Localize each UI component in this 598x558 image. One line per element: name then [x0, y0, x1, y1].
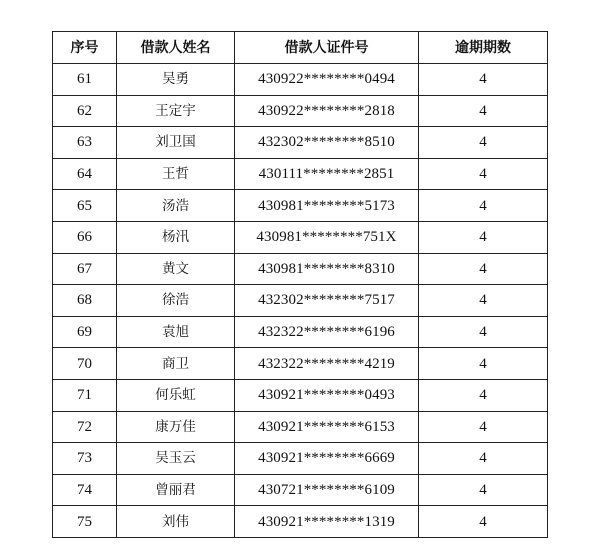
cell-borrower-name: 曾丽君: [117, 474, 235, 506]
cell-overdue-periods: 4: [419, 190, 548, 222]
cell-borrower-name: 王定宇: [117, 95, 235, 127]
cell-borrower-id: 430981********751X: [235, 221, 419, 253]
cell-borrower-id: 432302********8510: [235, 127, 419, 159]
cell-borrower-name: 王哲: [117, 158, 235, 190]
table-row: [53, 443, 548, 475]
table-row: [53, 506, 548, 538]
cell-borrower-name: 刘伟: [117, 506, 235, 538]
cell-borrower-id: 430921********1319: [235, 506, 419, 538]
cell-serial-number: 67: [53, 253, 117, 285]
cell-borrower-name: 黄文: [117, 253, 235, 285]
table-row: [53, 316, 548, 348]
cell-borrower-id: 430981********8310: [235, 253, 419, 285]
cell-borrower-id: 430111********2851: [235, 158, 419, 190]
cell-serial-number: 70: [53, 348, 117, 380]
table-row: [53, 158, 548, 190]
table-row: [53, 64, 548, 96]
cell-borrower-id: 430721********6109: [235, 474, 419, 506]
cell-overdue-periods: 4: [419, 221, 548, 253]
cell-serial-number: 66: [53, 221, 117, 253]
cell-overdue-periods: 4: [419, 127, 548, 159]
cell-borrower-id: 430921********6153: [235, 411, 419, 443]
cell-borrower-name: 吴勇: [117, 64, 235, 96]
cell-overdue-periods: 4: [419, 316, 548, 348]
cell-borrower-id: 430981********5173: [235, 190, 419, 222]
cell-serial-number: 63: [53, 127, 117, 159]
cell-borrower-name: 商卫: [117, 348, 235, 380]
cell-borrower-id: 432322********4219: [235, 348, 419, 380]
table-row: [53, 379, 548, 411]
table-row: [53, 127, 548, 159]
table-row: [53, 474, 548, 506]
table-body: [53, 64, 548, 538]
cell-borrower-id: 430922********0494: [235, 64, 419, 96]
header-borrower-id: 借款人证件号: [235, 32, 419, 64]
cell-serial-number: 72: [53, 411, 117, 443]
table-row: [53, 348, 548, 380]
table-row: [53, 190, 548, 222]
cell-serial-number: 69: [53, 316, 117, 348]
cell-borrower-name: 何乐虹: [117, 379, 235, 411]
cell-borrower-name: 康万佳: [117, 411, 235, 443]
cell-serial-number: 65: [53, 190, 117, 222]
cell-serial-number: 62: [53, 95, 117, 127]
cell-overdue-periods: 4: [419, 285, 548, 317]
cell-serial-number: 68: [53, 285, 117, 317]
table-row: [53, 95, 548, 127]
cell-overdue-periods: 4: [419, 411, 548, 443]
cell-serial-number: 73: [53, 443, 117, 475]
table-row: [53, 285, 548, 317]
cell-borrower-name: 杨汛: [117, 221, 235, 253]
table-header: [53, 32, 548, 64]
cell-borrower-name: 吴玉云: [117, 443, 235, 475]
cell-overdue-periods: 4: [419, 474, 548, 506]
cell-serial-number: 71: [53, 379, 117, 411]
cell-overdue-periods: 4: [419, 64, 548, 96]
cell-serial-number: 61: [53, 64, 117, 96]
cell-serial-number: 64: [53, 158, 117, 190]
cell-overdue-periods: 4: [419, 379, 548, 411]
cell-borrower-id: 432322********6196: [235, 316, 419, 348]
header-serial-number: 序号: [53, 32, 117, 64]
cell-overdue-periods: 4: [419, 443, 548, 475]
cell-overdue-periods: 4: [419, 506, 548, 538]
cell-borrower-name: 汤浩: [117, 190, 235, 222]
table-row: [53, 221, 548, 253]
cell-borrower-id: 430922********2818: [235, 95, 419, 127]
overdue-borrowers-table: [52, 31, 548, 538]
cell-serial-number: 75: [53, 506, 117, 538]
cell-borrower-id: 432302********7517: [235, 285, 419, 317]
cell-borrower-name: 刘卫国: [117, 127, 235, 159]
cell-borrower-name: 徐浩: [117, 285, 235, 317]
cell-overdue-periods: 4: [419, 348, 548, 380]
cell-serial-number: 74: [53, 474, 117, 506]
header-overdue-periods: 逾期期数: [419, 32, 548, 64]
cell-overdue-periods: 4: [419, 95, 548, 127]
header-row: [53, 32, 548, 64]
table-row: [53, 411, 548, 443]
cell-borrower-name: 袁旭: [117, 316, 235, 348]
cell-borrower-id: 430921********0493: [235, 379, 419, 411]
table-row: [53, 253, 548, 285]
header-borrower-name: 借款人姓名: [117, 32, 235, 64]
cell-overdue-periods: 4: [419, 253, 548, 285]
cell-overdue-periods: 4: [419, 158, 548, 190]
cell-borrower-id: 430921********6669: [235, 443, 419, 475]
